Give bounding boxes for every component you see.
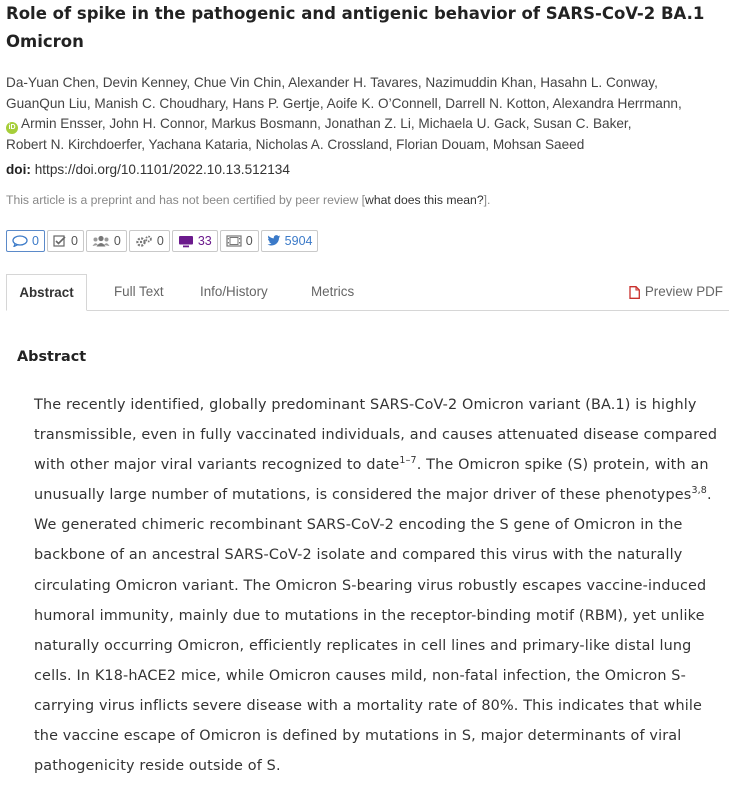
abstract-text: . We generated chimeric recombinant SARS-CoV-2 encoding the S gene of Omicron in the backbone of an ancestral SARS-CoV-2 isolate and compared this virus with the naturally circulating Omicron variant. The Omicron S-bearing virus robustly escapes vaccine-induced humoral immunity, mainly due to mutations in the receptor-binding motif (RBM), yet unlike naturally occurring Omicron, efficiently replicates in cell lines and primary-like distal lung cells. In K18-hACE2 mice, while Omicron causes mild, non-fatal infection, the Omicron S-carrying virus inflicts severe disease with a mortality rate of 80%. This indicates that while the vaccine escape of Omicron is defined by mutations in S, major determinants of viral pathogenicity reside outside of S.: [34, 487, 712, 775]
doi-line: [6, 162, 290, 177]
pdf-file-icon: [629, 286, 640, 299]
doi-label: doi:: [6, 162, 31, 177]
tab-abstract[interactable]: Abstract: [6, 274, 87, 311]
comments-metric[interactable]: [6, 230, 45, 252]
metrics-bar: [6, 230, 318, 252]
reference-link[interactable]: 1–7: [399, 455, 417, 467]
tab-metrics[interactable]: Metrics: [311, 284, 355, 299]
abstract-text: . The Omicron spike (S) protein, with an unusually large number of mutations, is considered the major driver of these phenotypes: [34, 457, 709, 504]
twitter-count: 5904: [284, 234, 313, 248]
preview-pdf-link[interactable]: [629, 274, 723, 310]
community-count: 0: [113, 234, 121, 248]
gears-icon: [135, 235, 153, 247]
abstract-heading: Abstract: [17, 349, 87, 365]
preprint-text: This article is a preprint and has not been certified by peer review [: [6, 193, 366, 207]
automated-count: 0: [156, 234, 164, 248]
tab-info-history[interactable]: Info/History: [200, 284, 268, 299]
doi-link[interactable]: https://doi.org/10.1101/2022.10.13.512134: [34, 162, 290, 177]
twitter-icon: [267, 235, 281, 247]
film-icon: [226, 235, 242, 247]
preprint-end: ].: [483, 193, 491, 207]
users-icon: [92, 235, 110, 247]
tab-full-text[interactable]: Full Text: [114, 284, 164, 299]
reviews-metric[interactable]: [47, 230, 84, 252]
author-line[interactable]: Robert N. Kirchdoerfer, Yachana Kataria, Nicholas A. Crossland, Florian Douam, Mohsan Saeed: [6, 136, 585, 152]
reference-link[interactable]: 3,8: [691, 485, 707, 497]
author-line[interactable]: GuanQun Liu, Manish C. Choudhary, Hans P. Gertje, Aoife K. O’Connell, Darrell N. Kotton, Alexandra Herrmann,: [6, 95, 682, 111]
comment-icon: [12, 235, 28, 247]
blogs-count: 33: [197, 234, 212, 248]
checkbox-icon: [53, 235, 67, 247]
author-list: [6, 73, 728, 155]
article-tabs: [6, 274, 729, 311]
author-line[interactable]: Da-Yuan Chen, Devin Kenney, Chue Vin Chin, Alexander H. Tavares, Nazimuddin Khan, Hasahn L. Conway,: [6, 75, 658, 90]
what-does-this-mean-link[interactable]: what does this mean?: [365, 193, 484, 207]
twitter-metric[interactable]: [261, 230, 319, 252]
community-metric[interactable]: [86, 230, 127, 252]
abstract-body: [34, 390, 724, 781]
monitor-icon: [178, 235, 194, 248]
author-line[interactable]: [6, 114, 728, 135]
comments-count: 0: [32, 234, 39, 248]
preview-pdf-label: Preview PDF: [644, 284, 723, 299]
article-title: Role of spike in the pathogenic and antigenic behavior of SARS-CoV-2 BA.1 Omicron: [6, 4, 705, 51]
blogs-metric[interactable]: [172, 230, 218, 252]
orcid-icon[interactable]: iD: [6, 122, 18, 134]
videos-count: 0: [245, 234, 253, 248]
preprint-notice: [6, 193, 490, 207]
automated-metric[interactable]: [129, 230, 170, 252]
reviews-count: 0: [70, 234, 78, 248]
abstract-text: The recently identified, globally predominant SARS-CoV-2 Omicron variant (BA.1) is highly transmissible, even in fully vaccinated individuals, and causes attenuated disease compared with other major viral variants recognized to date: [34, 397, 718, 474]
author-line-text[interactable]: Armin Ensser, John H. Connor, Markus Bosmann, Jonathan Z. Li, Michaela U. Gack, Susan C. Baker,: [21, 116, 632, 131]
videos-metric[interactable]: [220, 230, 259, 252]
